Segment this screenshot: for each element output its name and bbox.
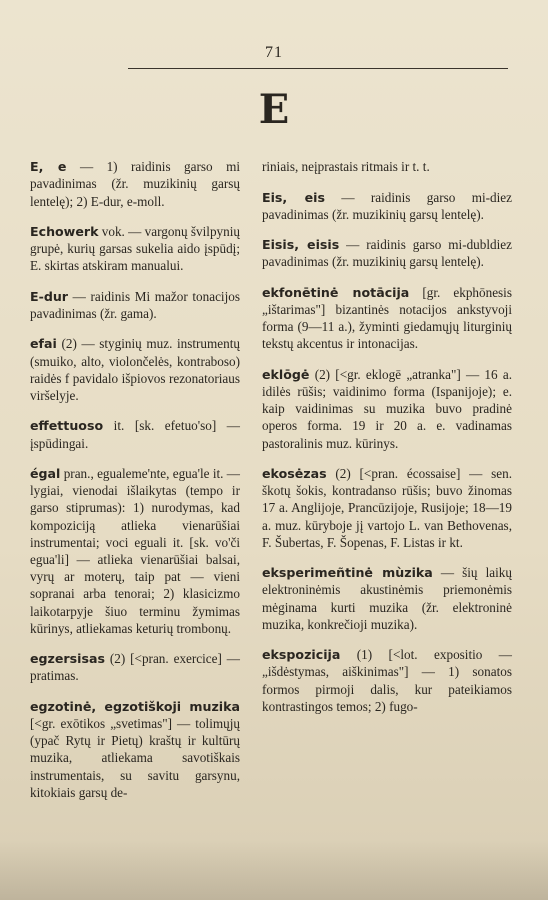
page-number: 71 bbox=[265, 44, 283, 61]
entry bbox=[30, 465, 240, 637]
entry-headword: E-dur bbox=[30, 288, 69, 304]
entry-text: — raidinis garso mi-diez pavadinimas (žr. muzikinių garsų lentelę). bbox=[262, 189, 512, 222]
entry-text: (1) [<lot. expositio — „išdėstymas, aiškinimas"] — 1) sonatos formos pirmoji dalis, kur pateikiamos kontrastingos temos; 2) fugo- bbox=[262, 647, 512, 714]
entry-headword: egzotinė, egzotiškoji muzika bbox=[30, 698, 240, 714]
entry-text: riniais, neįprastais ritmais ir t. t. bbox=[262, 159, 430, 175]
entry-headword: effettuoso bbox=[30, 418, 104, 434]
left-column bbox=[30, 145, 240, 805]
entry-text: — 1) raidinis garso mi pavadinimas (žr. muzikinių garsų lentelę); 2) E-dur, e-moll. bbox=[30, 159, 240, 209]
entry-headword: eklōgė bbox=[262, 366, 310, 382]
entry bbox=[30, 223, 240, 275]
header-rule bbox=[128, 68, 508, 69]
entry-text: — raidinis Mi mažor tonacijos pavadinimas (žr. gama). bbox=[30, 288, 240, 321]
entry-headword: Eis, eis bbox=[262, 189, 325, 205]
entry-text: — šių laikų elektroninėmis akustinėmis priemonėmis mėginama kurti muzika (žr. elektroninė muzika, konkrečioji muzika). bbox=[262, 565, 512, 632]
section-letter: E bbox=[258, 86, 290, 133]
entry-text: (2) — styginių muz. instrumentų (smuiko, alto, violončelės, kontraboso) raidės f pavidalo išpiovos rezonatoriaus viršelyje. bbox=[30, 336, 240, 403]
entry-headword: Eisis, eisis bbox=[262, 237, 340, 253]
entry-headword: ekspozicija bbox=[262, 647, 341, 663]
entry-headword: egzersisas bbox=[30, 651, 105, 667]
entry bbox=[30, 417, 240, 451]
entry-headword: E, e bbox=[30, 159, 67, 175]
entry-headword: efai bbox=[30, 336, 57, 352]
right-column bbox=[262, 145, 512, 719]
entry bbox=[262, 158, 512, 175]
entry bbox=[262, 189, 512, 223]
entry-headword: Echowerk bbox=[30, 223, 99, 239]
entry bbox=[30, 335, 240, 404]
entry-text: — raidinis garso mi-dubldiez pavadinimas (žr. muzikinių garsų lentelę). bbox=[262, 237, 512, 270]
page-shadow bbox=[0, 840, 548, 900]
entry bbox=[30, 698, 240, 801]
entry-text: [gr. ekphōnesis „ištarimas"] bizantinės notacijos ankstyvoji forma (9—11 a.), žyminti giedamųjų liturginių tekstų akcentus ir intonacijas. bbox=[262, 284, 512, 352]
entry-text: vok. — vargonų švilpynių grupė, kurių garsas sukelia aido įspūdį; E. skirtas atskiram manualui. bbox=[30, 223, 240, 274]
entry-text: (2) [<gr. eklogē „atranka"] — 16 a. idilės rūšis; vaidinimo forma (Ispanijoje); e. kaip vaidinimas su muzika buvo pradinė operos forma. 19 ir 20 a. e. vadinamas pastoralinis muz. kūrinys. bbox=[262, 366, 512, 451]
entry bbox=[262, 366, 512, 452]
entry-headword: ekosėzas bbox=[262, 465, 327, 481]
entry bbox=[30, 288, 240, 322]
entry bbox=[262, 646, 512, 715]
entry-text: (2) [<pran. exercice] — pratimas. bbox=[30, 651, 240, 684]
entry-text: pran., egualeme'nte, egua'le it. — lygiai, vienodai išlaikytas (tempo ir garso stiprumas): 1) nurodymas, kad kompoziciją atlieka vienarūšiai instrumentai; voci eguali it. [sk. vo'či egua'li] — atlieka vienarūšiai balsai, vyrų ar moterų, taip pat — vieni sopranai arba tenorai; 2) klasicizmo laikotarpyje šiuo terminu žymimas kūrinys, atliekamas keturių trombonų. bbox=[30, 465, 240, 636]
entry-text: it. [sk. efetuo'so] — įspūdingai. bbox=[30, 418, 240, 451]
entry-headword: ekfonētinė notācija bbox=[262, 284, 410, 300]
entry-text: [<gr. exōtikos „svetimas"] — tolimųjų (ypač Rytų ir Pietų) kraštų ir kultūrų muzika, atliekama savotiškais instrumentais, su savitu garsynu, kitokiais garsų de- bbox=[30, 715, 240, 800]
entry bbox=[262, 465, 512, 551]
entry-headword: eksperimeñtinė mùzika bbox=[262, 565, 433, 581]
entry bbox=[262, 236, 512, 270]
entry bbox=[262, 284, 512, 353]
entry bbox=[30, 650, 240, 684]
entry bbox=[262, 564, 512, 633]
entry-headword: égal bbox=[30, 465, 61, 481]
entry bbox=[30, 158, 240, 210]
entry-text: (2) [<pran. écossaise] — sen. škotų šokis, kontradanso rūšis; buvo žinomas 17 a. Anglijoje, Prancūzijoje, Rusijoje; 18—19 a. muz. kūryboje jį vartojo L. van Bethovenas, F. Šubertas, F. Šopenas, F. Listas ir kt. bbox=[262, 465, 512, 550]
